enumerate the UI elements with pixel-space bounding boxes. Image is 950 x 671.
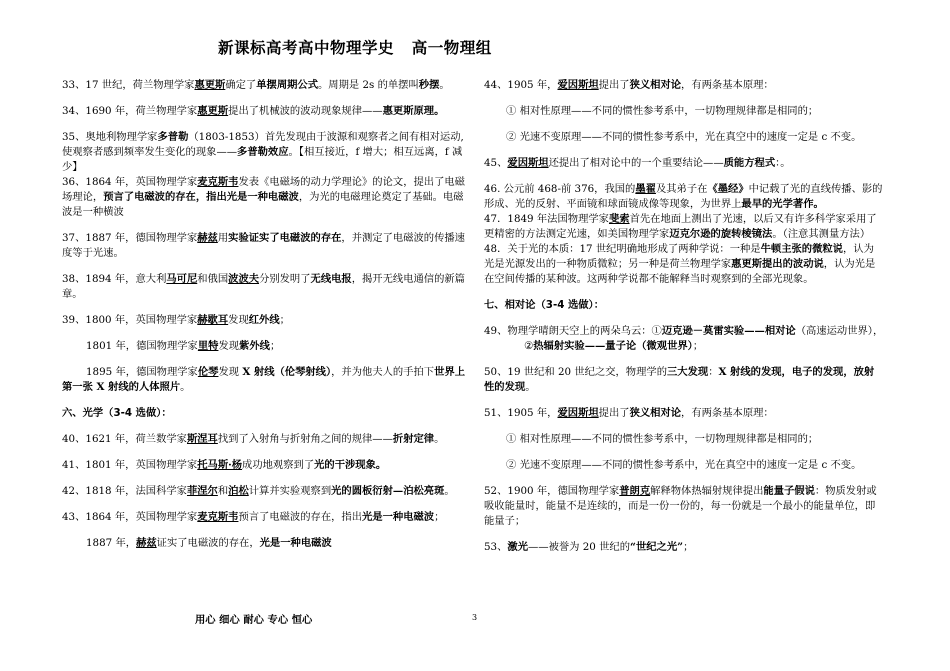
item-44-principle-2: ② 光速不变原理——不同的惯性参考系中，光在真空中的速度一定是 c 不变。 [506,131,862,143]
right-column [484,78,884,555]
item-34: 34、1690 年，荷兰物理学家惠更斯提出了机械波的波动现象规律——惠更斯原理。 [62,105,445,117]
item-36: 36、1864 年，英国物理学家麦克斯韦发表《电磁场的动力学理论》的论文，提出了电磁场理论，预言了电磁波的存在，指出光是一种电磁波，为光的电磁理论奠定了基础。电磁波是一种横波 [62,176,465,218]
item-43-hertz: 1887 年，赫兹证实了电磁波的存在，光是一种电磁波 [86,537,332,549]
item-44-principle-1: ① 相对性原理——不同的惯性参考系中，一切物理规律都是相同的； [506,105,819,117]
page-title: 新课标高考高中物理学史 高一物理组 [218,39,492,57]
footer-motto: 用心 细心 耐心 专心 恒心 [195,614,313,626]
item-46: 46. 公元前 468-前 376，我国的墨翟及其弟子在《墨经》中记载了光的直线传播、影的形成、光的反射、平面镜和球面镜成像等现象，为世界上最早的光学著作。 [484,183,883,210]
item-51: 51、1905 年，爱因斯坦提出了狭义相对论，有两条基本原理： [484,407,774,419]
item-37: 37、1887 年，德国物理学家赫兹用实验证实了电磁波的存在，并测定了电磁波的传播速度等于光速。 [62,232,465,259]
section-relativity-heading: 七、相对论（3-4 选做）： [484,299,605,311]
item-50: 50、19 世纪和 20 世纪之交，物理学的三大发现：X 射线的发现，电子的发现，放射性的发现。 [484,366,875,393]
item-48: 48．关于光的本质：17 世纪明确地形成了两种学说：一种是牛顿主张的微粒说，认为光是光源发出的一种物质微粒；另一种是荷兰物理学家惠更斯提出的波动说，认为光是在空间传播的某种波。这两种学说都不能解释当时观察到的全部光现象。 [484,243,876,285]
item-47: 47．1849 年法国物理学家斐索首先在地面上测出了光速，以后又有许多科学家采用了更精密的方法测定光速，如美国物理学家迈克尔逊的旋转棱镜法。（注意其测量方法） [484,213,877,240]
item-40: 40、1621 年，荷兰数学家斯涅耳找到了入射角与折射角之间的规律——折射定律。 [62,433,445,445]
item-33: 33、17 世纪，荷兰物理学家惠更斯确定了单摆周期公式。周期是 2s 的单摆叫秒摆。 [62,79,450,91]
item-39-xray: 1895 年，德国物理学家伦琴发现 X 射线（伦琴射线），并为他夫人的手拍下世界上第一张 X 射线的人体照片。 [62,366,465,393]
left-column [62,78,472,551]
section-optics-heading: 六、光学（3-4 选做）： [62,407,172,419]
item-42: 42、1818 年，法国科学家菲涅尔和泊松计算并实验观察到光的圆板衍射—泊松亮斑。 [62,485,455,497]
item-39-uv: 1801 年，德国物理学家里特发现紫外线； [86,340,281,352]
item-49: 49、物理学晴朗天空上的两朵乌云：①迈克逊－莫雷实验——相对论（高速运动世界），②热辐射实验——量子论（微观世界）； [484,325,884,352]
item-35: 35、奥地利物理学家多普勒（1803-1853）首先发现由于波源和观察者之间有相对运动,使观察者感到频率发生变化的现象——多普勒效应。【相互接近，f 增大；相互远离，f 减少】 [62,131,464,173]
item-43: 43、1864 年，英国物理学家麦克斯韦预言了电磁波的存在，指出光是一种电磁波； [62,511,445,523]
item-41: 41、1801 年，英国物理学家托马斯·杨成功地观察到了光的干涉现象。 [62,459,387,471]
item-38: 38、1894 年，意大利马可尼和俄国波波夫分别发明了无线电报，揭开无线电通信的新篇章。 [62,273,465,300]
page-number: 3 [472,613,478,622]
item-45: 45、爱因斯坦还提出了相对论中的一个重要结论——质能方程式：。 [484,157,791,169]
item-44: 44、1905 年，爱因斯坦提出了狭义相对论，有两条基本原理： [484,79,774,91]
item-52: 52、1900 年，德国物理学家普朗克解释物体热辐射规律提出能量子假说：物质发射或吸收能量时，能量不是连续的，而是一份一份的，每一份就是一个最小的能量单位，即能量子； [484,485,877,527]
item-39: 39、1800 年，英国物理学家赫歇耳发现红外线； [62,314,290,326]
item-53: 53、激光——被誉为 20 世纪的“世纪之光”； [484,541,694,553]
item-51-principle-1: ① 相对性原理——不同的惯性参考系中，一切物理规律都是相同的； [506,433,819,445]
item-51-principle-2: ② 光速不变原理——不同的惯性参考系中，光在真空中的速度一定是 c 不变。 [506,459,862,471]
